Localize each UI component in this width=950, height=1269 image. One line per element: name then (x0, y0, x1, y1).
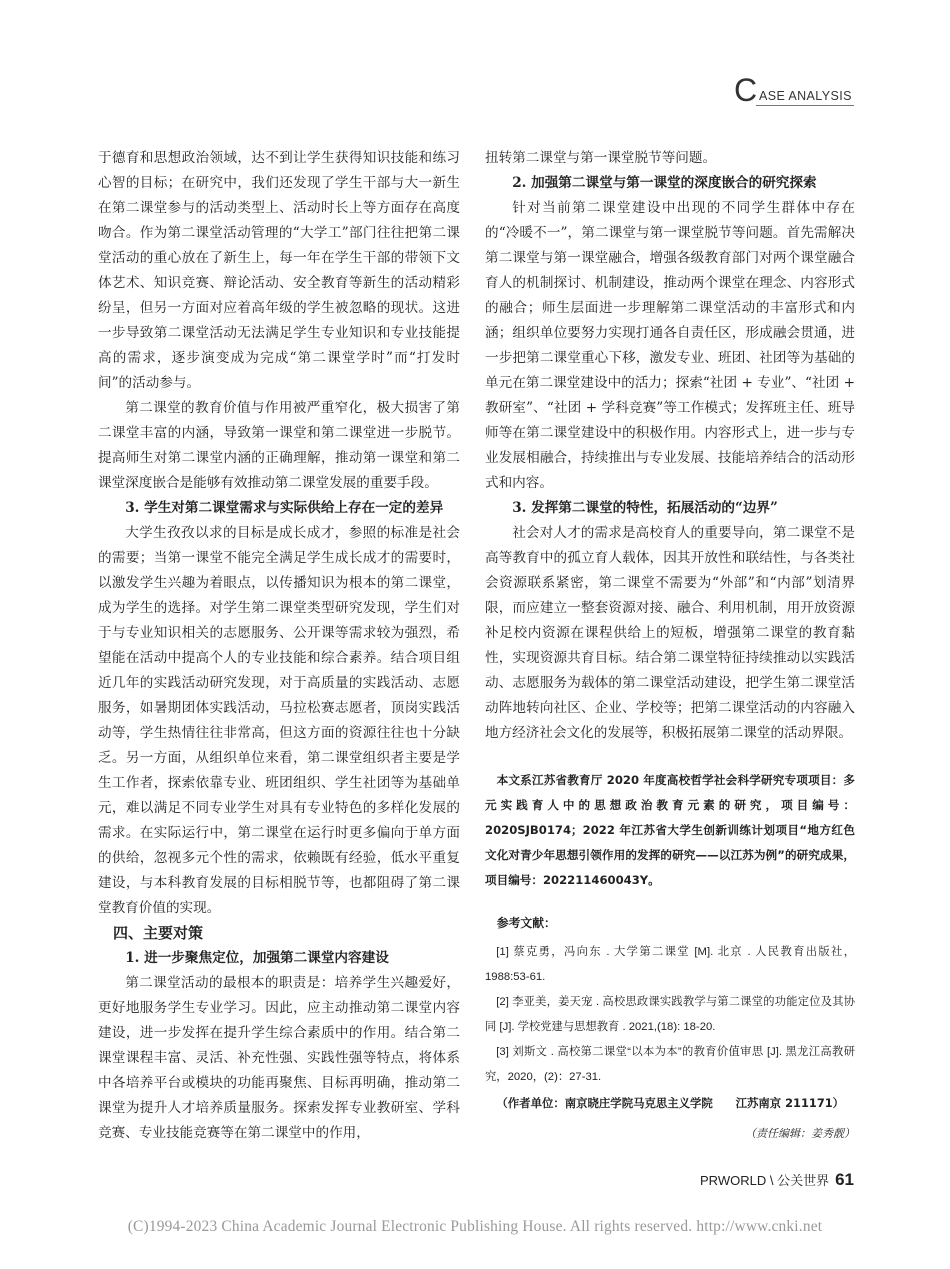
reference-item: [2] 李亚美，姜天宠 . 高校思政课实践教学与第二课堂的功能定位及其协同 [J]. 学校党建与思想教育 . 2021,(18): 18-20. (485, 996, 855, 1033)
subheading: 3. 发挥第二课堂的特性，拓展活动的“边界” (512, 500, 778, 516)
logo-initial: C (734, 72, 758, 108)
paragraph: 社会对人才的需求是高校育人的重要导向，第二课堂不是高等教育中的孤立育人载体，因其开放性和联结性，与各类社会资源联系紧密，第二课堂不需要为“外部”和“内部”划清界限，而应建立一整套资源对接、融合、利用机制，用开放资源补足校内资源在课程供给上的短板，增强第二课堂的教育黏性，实现资源共育目标。结合第二课堂特征持续推动以实践活动、志愿服务为载体的第二课堂活动建设，把学生第二课堂活动阵地转向社区、企业、学校等；把第二课堂活动的内容融入地方经济社会文化的发展等，积极拓展第二课堂的活动界限。 (485, 525, 855, 741)
paragraph: 第二课堂活动的最根本的职责是：培养学生兴趣爱好，更好地服务学生专业学习。因此，应主动推动第二课堂内容建设，进一步发挥在提升学生综合素质中的作用。结合第二课堂课程丰富、灵活、补充性强、实践性强等特点，将体系中各培养平台或模块的功能再聚焦、目标再明确，推动第二课堂为提升人才培养质量服务。探索发挥专业教研室、学科竞赛、专业技能竞赛等在第二课堂中的作用， (98, 975, 460, 1141)
page-footer (700, 1170, 854, 1190)
paragraph: 于德育和思想政治领域，达不到让学生获得知识技能和练习心智的目标；在研究中，我们还发现了学生干部与大一新生在第二课堂参与的活动类型上、活动时长上等方面存在高度吻合。作为第二课堂活动管理的“大学工”部门往往把第二课堂活动的重心放在了新生上，每一年在学生干部的带领下文体艺术、知识竞赛、辩论活动、安全教育等新生的活动精彩纷呈，但另一方面对应着高年级的学生被忽略的现状。这进一步导致第二课堂活动无法满足学生专业知识和专业技能提高的需求，逐步演变成为完成“第二课堂学时”而“打发时间”的活动参与。 (98, 150, 460, 391)
funding-note: 本文系江苏省教育厅 2020 年度高校哲学社会科学研究专项项目：多元实践育人中的思想政治教育元素的研究，项目编号：2020SJB0174；2022 年江苏省大学生创新训练计划项目“地方红色文化对青少年思想引领作用的发挥的研究——以江苏为例”的研究成果，项目编号：202211460043Y。 (485, 773, 855, 887)
logo-underline (756, 105, 854, 106)
page-number: 61 (835, 1170, 854, 1189)
subheading: 2. 加强第二课堂与第一课堂的深度嵌合的研究探索 (512, 175, 817, 191)
paragraph: 第二课堂的教育价值与作用被严重窄化，极大损害了第二课堂丰富的内涵，导致第一课堂和第二课堂进一步脱节。提高师生对第二课堂内涵的正确理解，推动第一课堂和第二课堂深度嵌合是能够有效推动第二课堂发展的重要手段。 (98, 400, 460, 491)
references-title: 参考文献： (496, 916, 556, 930)
journal-name: PRWORLD \ 公关世界 (700, 1173, 830, 1188)
reference-item: [3] 刘斯文 . 高校第二课堂“以本为本”的教育价值审思 [J]. 黑龙江高教研究，2020，(2)：27-31. (485, 1046, 855, 1083)
author-affiliation: （作者单位：南京晓庄学院马克思主义学院 江苏南京 211171） (496, 1096, 845, 1110)
paragraph: 针对当前第二课堂建设中出现的不同学生群体中存在的“冷暖不一”，第二课堂与第一课堂脱节等问题。首先需解决第二课堂与第一课堂融合，增强各级教育部门对两个课堂融合育人的机制探讨、机制建设，推动两个课堂在理念、内容形式的融合；师生层面进一步理解第二课堂活动的丰富形式和内涵；组织单位要努力实现打通各自责任区，形成融会贯通，进一步把第二课堂重心下移，激发专业、班团、社团等为基础的单元在第二课堂建设中的活力；探索“社团 + 专业”、“社团 + 教研室”、“社团 + 学科竞赛”等工作模式；发挥班主任、班导师等在第二课堂建设中的积极作用。内容形式上，进一步与专业发展相融合，持续推出与专业发展、技能培养结合的活动形式和内容。 (485, 200, 855, 491)
left-column (98, 146, 460, 1146)
logo-text: ASE ANALYSIS (759, 89, 852, 103)
paragraph: 扭转第二课堂与第一课堂脱节等问题。 (485, 150, 717, 166)
subheading: 3. 学生对第二课堂需求与实际供给上存在一定的差异 (125, 500, 444, 516)
responsible-editor: （责任编辑：姜秀靓） (745, 1127, 855, 1140)
copyright-notice: (C)1994-2023 China Academic Journal Electronic Publishing House. All rights reserved. http://www.cnki.net (127, 1218, 823, 1235)
paragraph: 大学生孜孜以求的目标是成长成才，参照的标准是社会的需要；当第一课堂不能完全满足学生成长成才的需要时，以激发学生兴趣为着眼点，以传播知识为根本的第二课堂，成为学生的选择。对学生第二课堂类型研究发现，学生们对于与专业知识相关的志愿服务、公开课等需求较为强烈，希望能在活动中提高个人的专业技能和综合素养。结合项目组近几年的实践活动研究发现，对于高质量的实践活动、志愿服务，如暑期团体实践活动，马拉松赛志愿者，顶岗实践活动等，学生热情往往非常高，但这方面的资源往往也十分缺乏。另一方面，从组织单位来看，第二课堂组织者主要是学生工作者，探索依靠专业、班团组织、学生社团等为基础单元，难以满足不同专业学生对具有专业特色的多样化发展的需求。在实际运行中，第二课堂在运行时更多偏向于单方面的供给，忽视多元个性的需求，依赖既有经验，低水平重复建设，与本科教育发展的目标相脱节等，也都阻碍了第二课堂教育价值的实现。 (98, 525, 460, 916)
right-column (485, 146, 855, 1146)
section-heading: 四、主要对策 (113, 924, 204, 942)
reference-item: [1] 蔡克勇，冯向东 . 大学第二课堂 [M]. 北京 . 人民教育出版社，1988:53-61. (485, 946, 855, 983)
subheading: 1. 进一步聚焦定位，加强第二课堂内容建设 (125, 950, 389, 966)
section-logo (734, 74, 854, 108)
